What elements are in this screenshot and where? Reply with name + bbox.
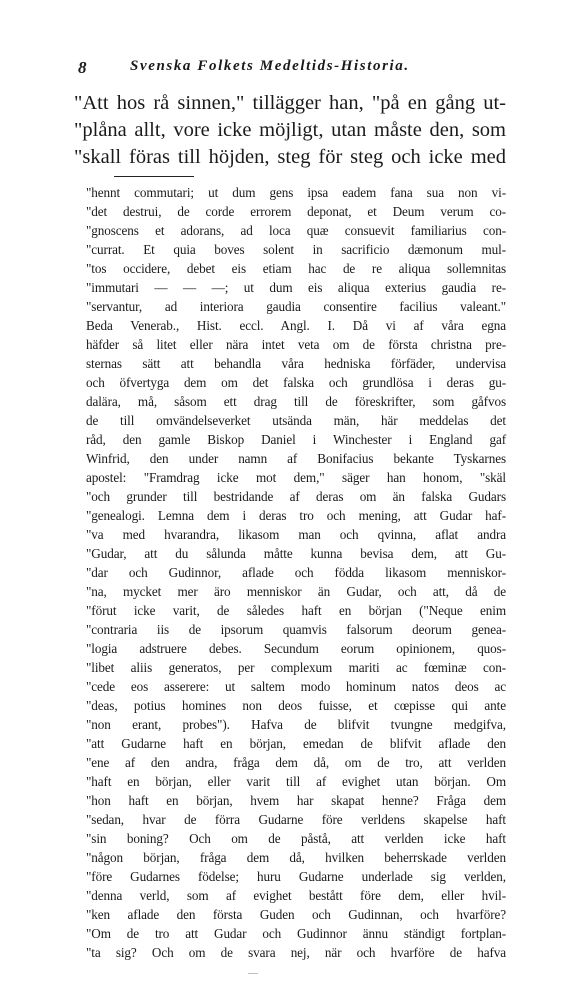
- footnote-divider: [114, 176, 194, 177]
- footnote-line: sternas sätt att behandla våra hedniska förfäder, undervisa: [86, 356, 506, 371]
- page-number: 8: [78, 58, 87, 77]
- running-head: Svenska Folkets Medeltids-Historia.: [130, 58, 410, 74]
- footnote-line: "Gudar, att du sålunda måtte kunna bevisa dem, att Gu-: [86, 546, 506, 561]
- footnote-line: "currat. Et quia boves solent in sacrificio dæmonum mul-: [86, 242, 506, 257]
- footnote-line: råd, den gamle Biskop Daniel i Winchester i England gaf: [86, 432, 506, 447]
- footnote-line: "libet aliis generatos, per complexum mariti ac fœminæ con-: [86, 660, 506, 675]
- footnote-line: de till omvändelseverket utsända män, här meddelas det: [86, 413, 506, 428]
- footnote-line: dalära, må, såsom ett drag till de föreskrifter, som gåfvos: [86, 394, 506, 409]
- footnote-line: "och grunder till bestridande af deras om än falska Gudars: [86, 489, 506, 504]
- footnote-line: "förut icke varit, de således haft en början ("Neque enim: [86, 603, 506, 618]
- footnote-line: "före Gudarnes födelse; huru Gudarne underlade sig verlden,: [86, 869, 506, 884]
- footnote-line: "dar och Gudinnor, aflade och födda likasom menniskor-: [86, 565, 506, 580]
- footnote-line: och öfvertyga dem om det falska och grundlösa i deras gu-: [86, 375, 506, 390]
- footnote-line: Beda Venerab., Hist. eccl. Angl. I. Då vi af våra egna: [86, 318, 506, 333]
- footnote-line: "servantur, ad interiora gaudia consentire facilius valeant.": [86, 299, 506, 314]
- footnote-line: "hennt commutari; ut dum gens ipsa eadem fana sua non vi-: [86, 185, 506, 200]
- footnote-line: "deas, potius homines non deos fuisse, et cœpisse qui ante: [86, 698, 506, 713]
- footnote-line: "na, mycket mer äro menniskor än Gudar, och att, då de: [86, 584, 506, 599]
- footnote-line: Winfrid, den under namn af Bonifacius bekante Tyskarnes: [86, 451, 506, 466]
- footer-mark: —: [248, 968, 258, 979]
- footnote-line: "logia adstruere debes. Secundum eorum opinionem, quos-: [86, 641, 506, 656]
- main-text-line: "skall föras till höjden, steg för steg och icke med: [74, 146, 506, 168]
- footnote-line: "sin boning? Och om de påstå, att verlden icke haft: [86, 831, 506, 846]
- footnote-line: "tos occidere, debet eis etiam hac de re aliqua sollemnitas: [86, 261, 506, 276]
- main-text-line: "Att hos rå sinnen," tillägger han, "på en gång ut-: [74, 92, 506, 114]
- footnote-line: "hon haft en början, hvem har skapat henne? Fråga dem: [86, 793, 506, 808]
- footnote-line: "cede eos asserere: ut saltem modo hominum natos deos ac: [86, 679, 506, 694]
- footnote-line: "ken aflade den första Guden och Gudinnan, och hvarföre?: [86, 907, 506, 922]
- footnote-line: "Om de tro att Gudar och Gudinnor ännu ständigt fortplan-: [86, 926, 506, 941]
- footnote-line: "det destrui, de corde errorem deponat, et Deum verum co-: [86, 204, 506, 219]
- footnote-line: "contraria iis de ipsorum quamvis falsorum deorum genea-: [86, 622, 506, 637]
- footnote-line: "ta sig? Och om de svara nej, när och hvarföre de hafva: [86, 945, 506, 960]
- footnote-line: apostel: "Framdrag icke mot dem," säger han honom, "skäl: [86, 470, 506, 485]
- footnote-line: "sedan, hvar de förra Gudarne före verldens skapelse haft: [86, 812, 506, 827]
- footnote-line: häfder så litet eller nära intet veta om de första christna pre-: [86, 337, 506, 352]
- footnote-line: "non erant, probes"). Hafva de blifvit tvungne medgifva,: [86, 717, 506, 732]
- footnote-line: "denna verld, som af evighet bestått före dem, eller hvil-: [86, 888, 506, 903]
- footnote-line: "va med hvarandra, likasom man och qvinna, aflat andra: [86, 527, 506, 542]
- footnote-line: "immutari — — —; ut dum eis aliqua exterius gaudia re-: [86, 280, 506, 295]
- main-text-line: "plåna allt, vore icke möjligt, utan måste den, som: [74, 119, 506, 141]
- footnote-text: [86, 183, 506, 962]
- footnote-line: "att Gudarne haft en början, emedan de blifvit aflade den: [86, 736, 506, 751]
- footnote-line: "haft en början, eller varit till af evighet utan början. Om: [86, 774, 506, 789]
- main-text: [74, 90, 506, 171]
- footnote-line: "gnoscens et adorans, ad loca quæ consuevit familiarius con-: [86, 223, 506, 238]
- footnote-line: "ene af den andra, fråga dem då, om de tro, att verlden: [86, 755, 506, 770]
- footnote-line: "genealogi. Lemna dem i deras tro och mening, att Gudar haf-: [86, 508, 506, 523]
- footnote-line: "någon början, fråga dem då, hvilken beherrskade verlden: [86, 850, 506, 865]
- page-header: [70, 58, 510, 80]
